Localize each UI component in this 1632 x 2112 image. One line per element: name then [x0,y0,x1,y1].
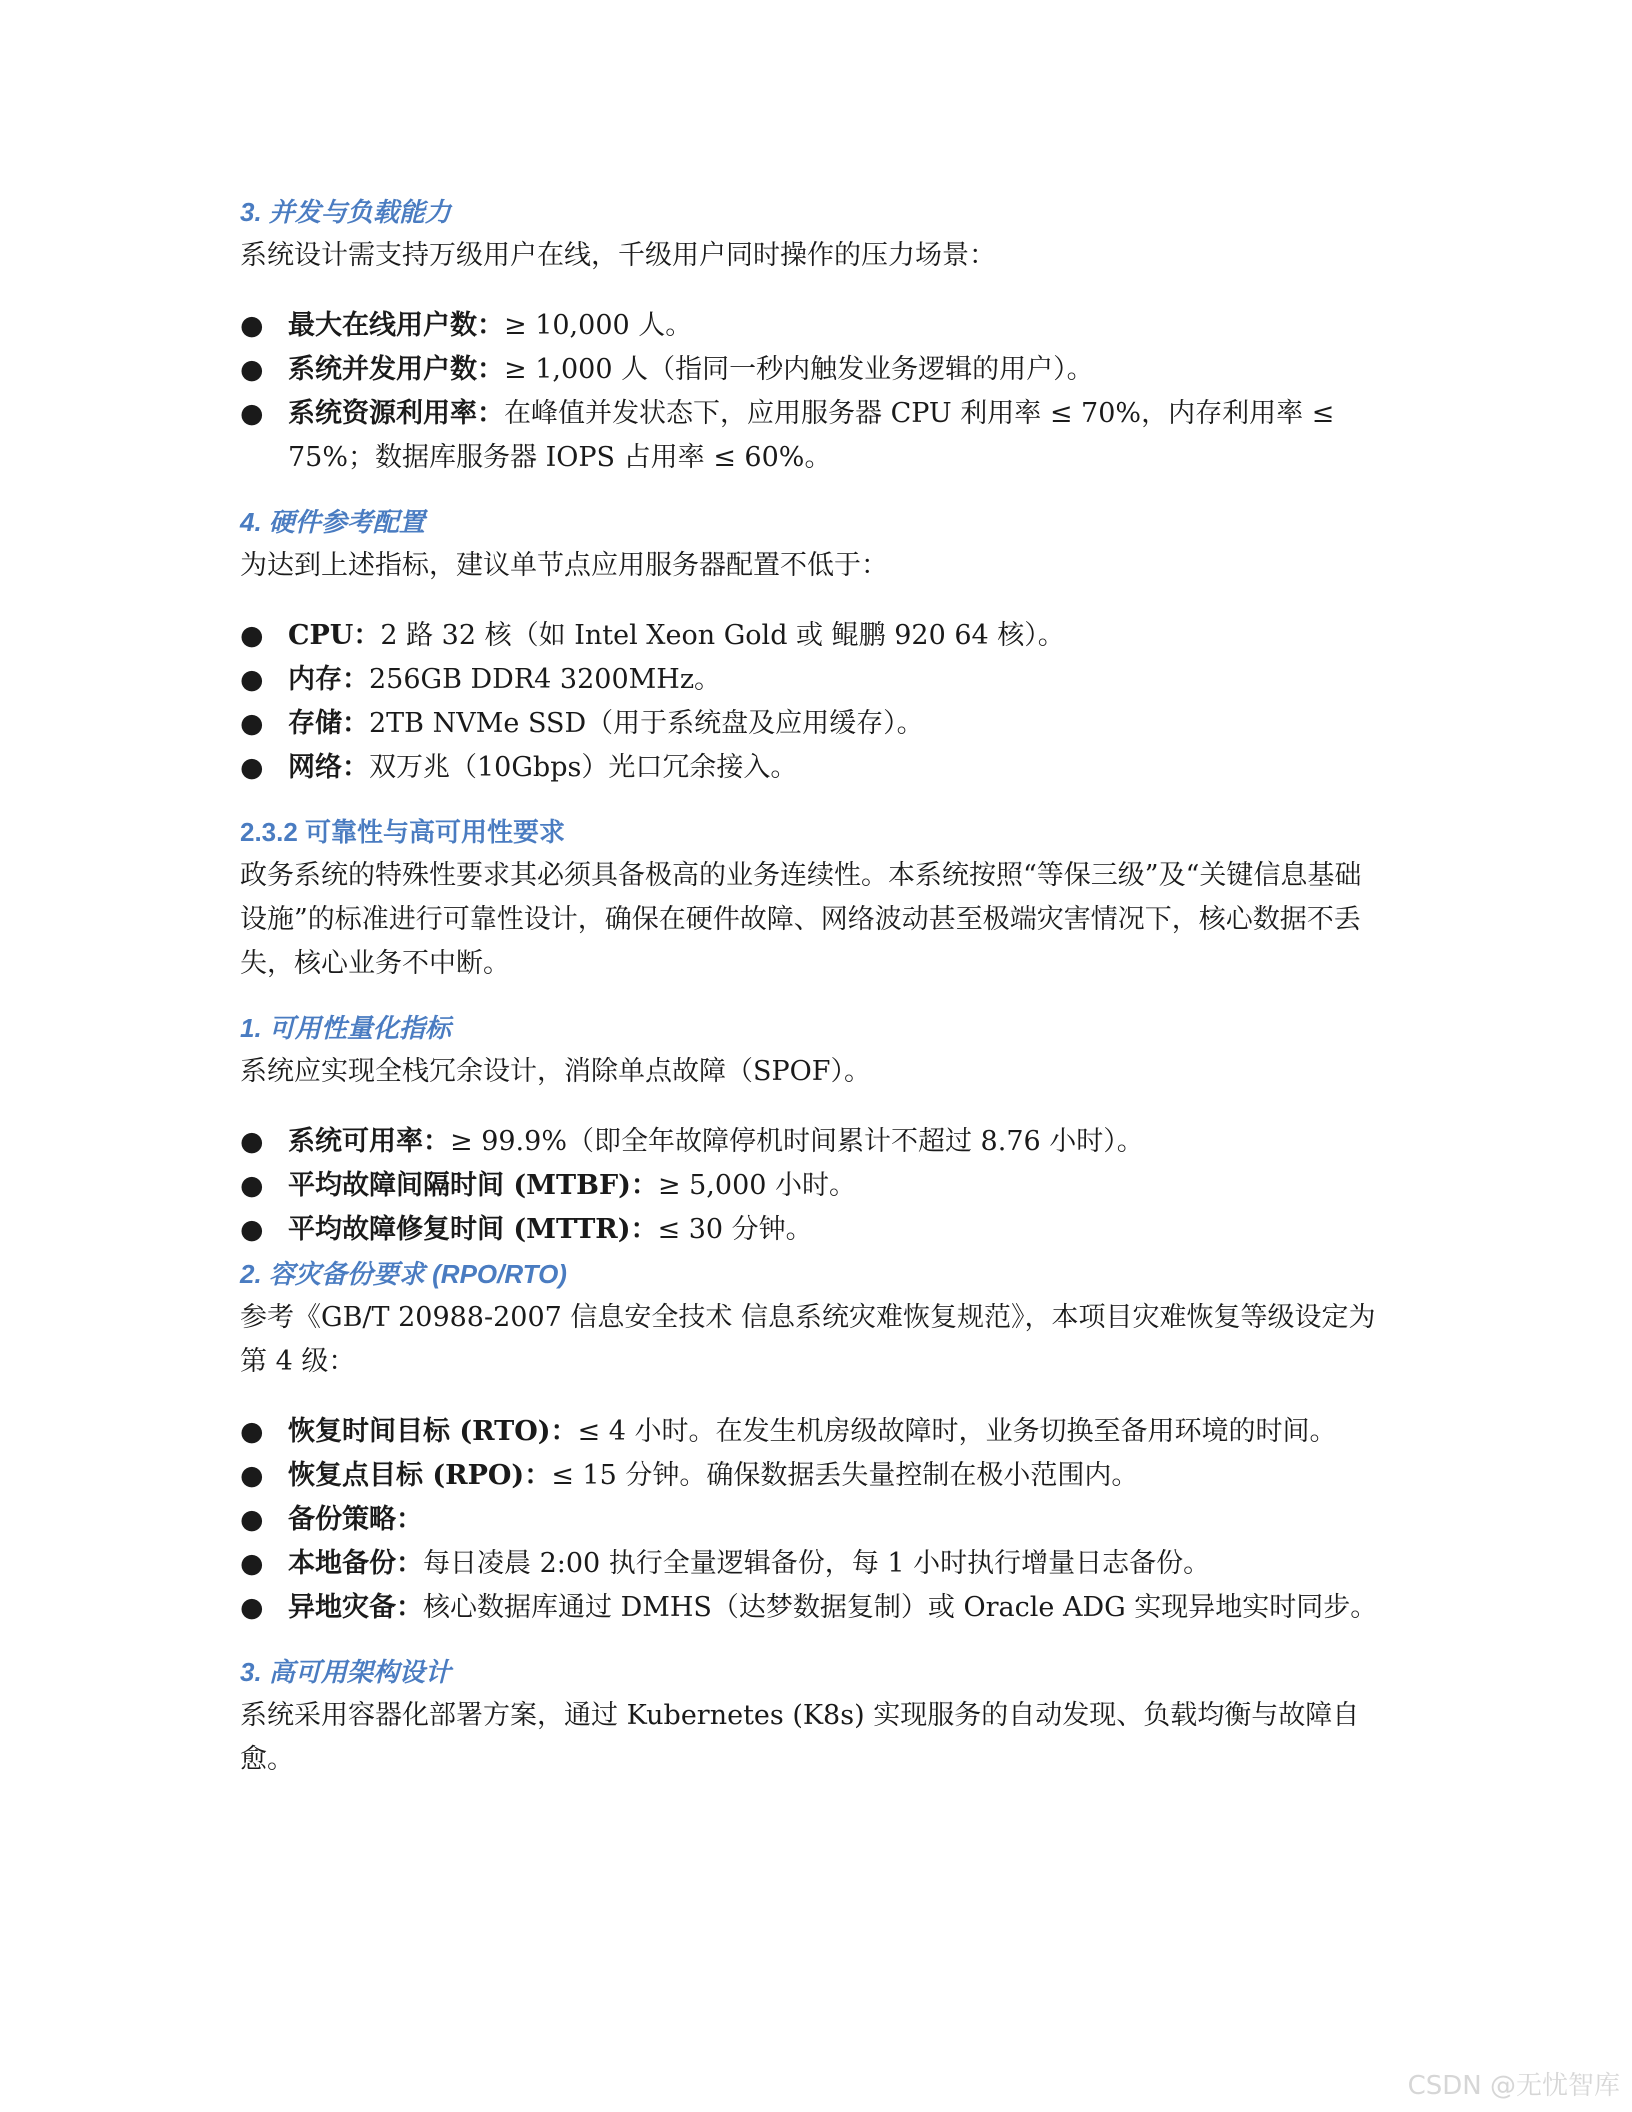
list-item-text: ≥ 99.9%（即全年故障停机时间累计不超过 8.76 小时）。 [450,1126,1144,1157]
bullet-icon: ● [240,1126,264,1157]
list-item-term: 系统资源利用率： [288,398,504,429]
list-item-text: 在峰值并发状态下，应用服务器 CPU 利用率 ≤ 70%，内存利用率 ≤ 75%；数据库服务器 IOPS 占用率 ≤ 60%。 [288,398,1335,473]
bullet-icon: ● [240,1548,264,1579]
bullet-icon: ● [240,708,264,739]
list-item-term: 恢复点目标 (RPO)： [288,1460,552,1491]
disaster-recovery-list [240,1410,1380,1630]
bullet-icon: ● [240,1170,264,1201]
list-item [240,392,1380,480]
list-item-term: 系统并发用户数： [288,354,504,385]
list-item [240,348,1380,392]
bullet-icon: ● [240,398,264,429]
list-item [240,1164,1380,1208]
list-item [240,1586,1380,1630]
document-page [240,190,1380,1782]
section-intro-hardware: 为达到上述指标，建议单节点应用服务器配置不低于： [240,550,888,581]
list-item-text: 每日凌晨 2:00 执行全量逻辑备份，每 1 小时执行增量日志备份。 [423,1548,1211,1579]
availability-list [240,1120,1380,1252]
bullet-icon: ● [240,1592,264,1623]
list-item [240,1542,1380,1586]
section-intro-disaster-recovery: 参考《GB/T 20988-2007 信息安全技术 信息系统灾难恢复规范》，本项目灾难恢复等级设定为第 4 级： [240,1302,1376,1377]
list-item-term: 异地灾备： [288,1592,423,1623]
list-item-text: 双万兆（10Gbps）光口冗余接入。 [369,752,798,783]
list-item-term: 网络： [288,752,369,783]
list-item [240,1208,1380,1252]
list-item-term: 系统可用率： [288,1126,450,1157]
list-item-term: CPU： [288,620,381,651]
list-item-text: ≥ 10,000 人。 [504,310,693,341]
watermark: CSDN @无忧智库 [1407,2071,1620,2101]
section-intro-concurrency: 系统设计需支持万级用户在线，千级用户同时操作的压力场景： [240,240,996,271]
list-item-term: 平均故障间隔时间 (MTBF)： [288,1170,658,1201]
concurrency-list [240,304,1380,480]
list-item [240,746,1380,790]
list-item [240,614,1380,658]
list-item-text: 2TB NVMe SSD（用于系统盘及应用缓存）。 [369,708,924,739]
list-item-term: 最大在线用户数： [288,310,504,341]
section-intro-availability: 系统应实现全栈冗余设计，消除单点故障（SPOF）。 [240,1056,872,1087]
bullet-icon: ● [240,1504,264,1535]
list-item [240,658,1380,702]
list-item-term: 恢复时间目标 (RTO)： [288,1416,578,1447]
list-item [240,1410,1380,1454]
list-item [240,304,1380,348]
list-item-text: ≤ 15 分钟。确保数据丢失量控制在极小范围内。 [551,1460,1139,1491]
hardware-list [240,614,1380,790]
section-heading-ha-architecture: 3. 高可用架构设计 [240,1657,451,1687]
list-item-text: ≤ 4 小时。在发生机房级故障时，业务切换至备用环境的时间。 [577,1416,1337,1447]
section-intro-reliability: 政务系统的特殊性要求其必须具备极高的业务连续性。本系统按照“等保三级”及“关键信息基础设施”的标准进行可靠性设计，确保在硬件故障、网络波动甚至极端灾害情况下，核心数据不丢失，核心业务不中断。 [240,860,1362,979]
list-item-term: 存储： [288,708,369,739]
list-item-text: ≥ 5,000 小时。 [657,1170,857,1201]
list-item-term: 平均故障修复时间 (MTTR)： [288,1214,658,1245]
list-item-term: 内存： [288,664,369,695]
bullet-icon: ● [240,354,264,385]
section-heading-reliability: 2.3.2 可靠性与高可用性要求 [240,817,566,847]
bullet-icon: ● [240,1214,264,1245]
bullet-icon: ● [240,664,264,695]
list-item-term: 本地备份： [288,1548,423,1579]
list-item-text: ≤ 30 分钟。 [657,1214,813,1245]
section-intro-ha-architecture: 系统采用容器化部署方案，通过 Kubernetes (K8s) 实现服务的自动发现、负载均衡与故障自愈。 [240,1700,1360,1775]
list-item [240,1454,1380,1498]
bullet-icon: ● [240,1416,264,1447]
bullet-icon: ● [240,310,264,341]
bullet-icon: ● [240,752,264,783]
list-item-text: 256GB DDR4 3200MHz。 [369,664,722,695]
section-heading-hardware: 4. 硬件参考配置 [240,507,425,537]
list-item [240,702,1380,746]
list-item-term: 备份策略： [288,1504,423,1535]
section-heading-availability: 1. 可用性量化指标 [240,1013,451,1043]
list-item-text: 2 路 32 核（如 Intel Xeon Gold 或 鲲鹏 920 64 核）。 [380,620,1065,651]
bullet-icon: ● [240,1460,264,1491]
list-item-text: 核心数据库通过 DMHS（达梦数据复制）或 Oracle ADG 实现异地实时同步。 [423,1592,1378,1623]
list-item [240,1498,1380,1542]
bullet-icon: ● [240,620,264,651]
list-item-text: ≥ 1,000 人（指同一秒内触发业务逻辑的用户）。 [504,354,1094,385]
section-heading-disaster-recovery: 2. 容灾备份要求 (RPO/RTO) [240,1259,567,1289]
list-item [240,1120,1380,1164]
section-heading-concurrency: 3. 并发与负载能力 [240,197,451,227]
